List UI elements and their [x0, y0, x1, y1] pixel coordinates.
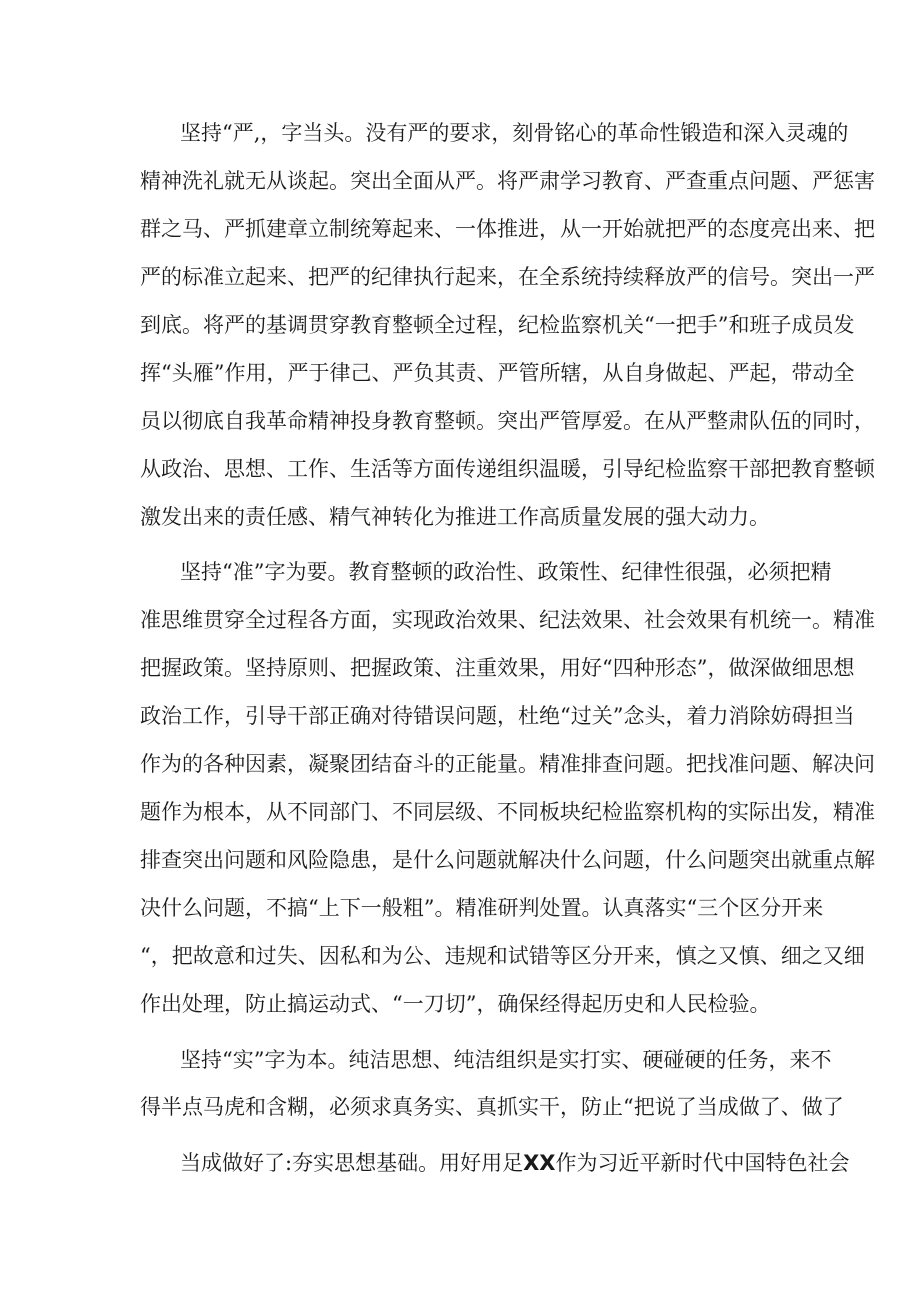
text-line: 得半点马虎和含糊，必须求真务实、真抓实干，防止“把说了当成做了、做了: [140, 1095, 844, 1119]
text-line: [180, 1146, 850, 1180]
text-line: 挥“头雁”作用，严于律己、严负其责、严管所辖，从自身做起、严起，带动全: [140, 361, 855, 385]
text-line: 政治工作，引导干部正确对待错误问题，杜绝“过关”念头，着力消除妨碍担当: [140, 704, 855, 728]
text-line: 题作为根本，从不同部门、不同层级、不同板块纪检监察机构的实际出发，精准: [140, 800, 875, 824]
text-line: 决什么问题，不搞“上下一般粗”。精准研判处置。认真落实“三个区分开来: [140, 896, 824, 920]
text-line: 把握政策。坚持原则、把握政策、注重效果，用好“四种形态”，做深做细思想: [140, 656, 855, 680]
text-line: 排查突出问题和风险隐患，是什么问题就解决什么问题，什么问题突出就重点解: [140, 848, 875, 872]
text-line: 到底。将严的基调贯穿教育整顿全过程，纪检监察机关“一把手”和班子成员发: [140, 313, 855, 337]
text-line: 坚持“准”字为要。教育整顿的政治性、政策性、纪律性很强，必须把精: [180, 560, 832, 584]
text-line: 精神洗礼就无从谈起。突出全面从严。将严肃学习教育、严查重点问题、严惩害: [140, 169, 875, 193]
text-segment: 当成做好了:夯实思想基础。用好用足: [180, 1151, 524, 1175]
text-line: 激发出来的责任感、精气神转化为推进工作高质量发展的强大动力。: [140, 505, 770, 529]
text-line: 坚持“实”字为本。纯洁思想、纯洁组织是实打实、硬碰硬的任务，来不: [180, 1048, 832, 1072]
text-line: “，把故意和过失、因私和为公、违规和试错等区分开来，慎之又慎、细之又细: [140, 944, 865, 968]
text-line: 作出处理，防止搞运动式、“一刀切”，确保经得起历史和人民检验。: [140, 992, 771, 1016]
text-segment: 作为习近平新时代中国特色社会: [555, 1151, 850, 1175]
text-line: 准思维贯穿全过程各方面，实现政治效果、纪法效果、社会效果有机统一。精准: [140, 608, 875, 632]
text-line: 从政治、思想、工作、生活等方面传递组织温暖，引导纪检监察干部把教育整顿: [140, 457, 875, 481]
placeholder-text: XX: [523, 1151, 556, 1175]
text-line: 坚持“严,，字当头。没有严的要求，刻骨铭心的革命性锻造和深入灵魂的: [180, 121, 849, 145]
text-line: 严的标准立起来、把严的纪律执行起来，在全系统持续释放严的信号。突出一严: [140, 265, 875, 289]
text-line: 员以彻底自我革命精神投身教育整顿。突出严管厚爱。在从严整肃队伍的同时，: [140, 409, 875, 433]
text-line: 作为的各种因素，凝聚团结奋斗的正能量。精准排查问题。把找准问题、解决问: [140, 752, 875, 776]
text-line: 群之马、严抓建章立制统筹起来、一体推进，从一开始就把严的态度亮出来、把: [140, 217, 875, 241]
